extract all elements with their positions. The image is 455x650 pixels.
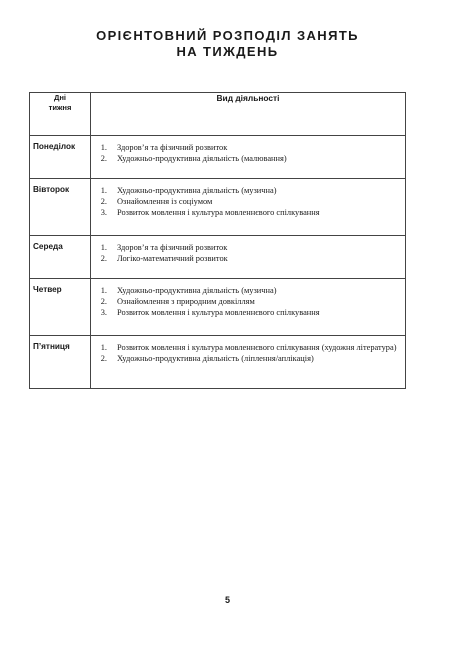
item-text: Художньо-продуктивна діяльність (музична) — [117, 286, 277, 295]
day-cell: Четвер — [30, 279, 91, 336]
item-number: 1. — [100, 343, 107, 352]
item-number: 2. — [100, 297, 107, 306]
table-row — [30, 136, 406, 179]
item-text: Розвиток мовлення і культура мовленнєвого спілкування (художня література) — [117, 343, 397, 352]
activities-cell — [91, 336, 406, 389]
item-text: Художньо-продуктивна діяльність (музична) — [117, 186, 277, 195]
item-text: Розвиток мовлення і культура мовленнєвого спілкування — [117, 208, 320, 217]
item-number: 2. — [100, 197, 107, 206]
page-title-line-2: НА ТИЖДЕНЬ — [176, 44, 279, 59]
list-item — [91, 242, 399, 253]
header-days — [30, 93, 91, 136]
item-text: Ознайомлення із соціумом — [117, 197, 213, 206]
item-number: 1. — [100, 143, 107, 152]
item-text: Здоров’я та фізичний розвиток — [117, 243, 228, 252]
activity-list — [91, 185, 399, 218]
activity-list — [91, 242, 399, 264]
header-days-line-2: тижня — [48, 103, 72, 112]
list-item — [91, 285, 399, 296]
item-number: 3. — [100, 308, 107, 317]
item-text: Художньо-продуктивна діяльність (ліплення/аплікація) — [117, 354, 314, 363]
activities-cell — [91, 279, 406, 336]
day-cell: Вівторок — [30, 179, 91, 236]
page-number: 5 — [224, 595, 230, 605]
item-number: 1. — [100, 243, 107, 252]
item-number: 1. — [100, 286, 107, 295]
list-item — [91, 342, 399, 353]
header-activity: Вид діяльності — [91, 93, 406, 136]
day-cell: Понеділок — [30, 136, 91, 179]
item-number: 1. — [100, 186, 107, 195]
table-header-row — [30, 93, 406, 136]
list-item — [91, 207, 399, 218]
activities-cell — [91, 136, 406, 179]
activities-cell — [91, 179, 406, 236]
list-item — [91, 196, 399, 207]
table-row — [30, 179, 406, 236]
item-number: 3. — [100, 208, 107, 217]
activities-cell — [91, 236, 406, 279]
schedule-table — [29, 92, 406, 389]
day-cell: Середа — [30, 236, 91, 279]
list-item — [91, 185, 399, 196]
table-row — [30, 336, 406, 389]
item-text: Розвиток мовлення і культура мовленнєвого спілкування — [117, 308, 320, 317]
item-number: 2. — [100, 354, 107, 363]
activity-list — [91, 285, 399, 318]
item-number: 2. — [100, 254, 107, 263]
page-title — [0, 28, 455, 60]
item-number: 2. — [100, 154, 107, 163]
list-item — [91, 153, 399, 164]
table-row — [30, 279, 406, 336]
activity-list — [91, 142, 399, 164]
activity-list — [91, 342, 399, 364]
list-item — [91, 353, 399, 364]
list-item — [91, 307, 399, 318]
item-text: Здоров’я та фізичний розвиток — [117, 143, 228, 152]
page-title-line-1: ОРІЄНТОВНИЙ РОЗПОДІЛ ЗАНЯТЬ — [96, 28, 359, 43]
list-item — [91, 253, 399, 264]
header-days-line-1: Дні — [53, 93, 67, 102]
list-item — [91, 296, 399, 307]
table-row — [30, 236, 406, 279]
list-item — [91, 142, 399, 153]
day-cell: П’ятниця — [30, 336, 91, 389]
item-text: Художньо-продуктивна діяльність (малювання) — [117, 154, 287, 163]
item-text: Логіко-математичний розвиток — [117, 254, 228, 263]
item-text: Ознайомлення з природним довкіллям — [117, 297, 255, 306]
